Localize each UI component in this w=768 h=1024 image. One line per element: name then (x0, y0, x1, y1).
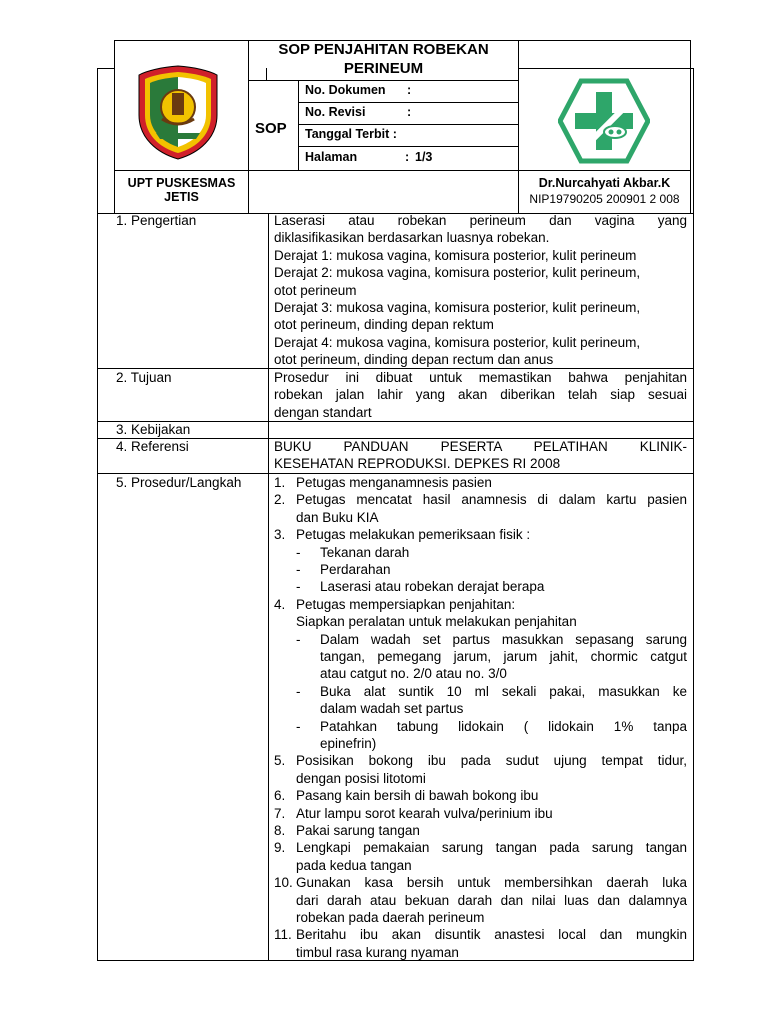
step-number: 3. (274, 527, 286, 543)
meta-halaman (305, 150, 433, 164)
text-line: dengan standart (274, 404, 372, 420)
step-text: Atur lampu sorot kearah vulva/perinium ibu (296, 805, 553, 821)
step-text: Perdarahan (320, 562, 391, 577)
step-text: Patahkan tabung lidokain ( lidokain 1% tanpa (320, 718, 687, 734)
text-line: Derajat 4: mukosa vagina, komisura posterior, kulit perineum, (274, 334, 641, 350)
puskesmas-logo (558, 78, 650, 164)
step-text: Petugas mempersiapkan penjahitan: (296, 596, 516, 612)
step-text: dan Buku KIA (296, 509, 379, 525)
text-line: Derajat 3: mukosa vagina, komisura posterior, kulit perineum, (274, 300, 641, 316)
meta-tanggal-terbit (305, 127, 397, 141)
step-text: robekan pada daerah perineum (296, 910, 485, 925)
bullet-dash: - (296, 544, 301, 560)
step-text: Posisikan bokong ibu pada sudut ujung tempat tidur, (296, 753, 687, 769)
step-text: epinefrin) (320, 736, 377, 751)
text-line: otot perineum, dinding depan rektum (274, 317, 494, 333)
org-name-line2: JETIS (164, 190, 199, 204)
step-number: 1. (274, 475, 286, 490)
referensi-text (274, 438, 687, 473)
meta-sep: : (407, 105, 412, 119)
text-line: Derajat 1: mukosa vagina, komisura posterior, kulit perineum (274, 247, 637, 263)
document-title-line2: PERINEUM (343, 60, 424, 77)
text-line: BUKU PANDUAN PESERTA PELATIHAN KLINIK- (274, 439, 687, 454)
step-text: Siapkan peralatan untuk melakukan penjahitan (296, 614, 577, 630)
text-line: robekan jalan lahir yang akan diberikan telah siap sesuai (274, 387, 687, 403)
step-text: Buka alat suntik 10 ml sekali pakai, masukkan ke (320, 683, 687, 699)
meta-no-revisi (305, 105, 412, 119)
pengertian-text (274, 212, 687, 369)
step-number: 8. (274, 823, 286, 838)
org-name-line1: UPT PUSKESMAS (127, 176, 236, 190)
meta-sep: : (407, 83, 412, 97)
step-text: timbul rasa kurang nyaman (296, 944, 459, 960)
step-text: Pakai sarung tangan (296, 823, 420, 838)
section-label-pengertian: 1. Pengertian (116, 213, 197, 228)
bullet-dash: - (296, 579, 301, 595)
text-line: Laserasi atau robekan perineum dan vagina yang (274, 213, 687, 228)
step-text: Tekanan darah (320, 544, 410, 560)
step-text: Petugas menganamnesis pasien (296, 475, 492, 490)
bullet-dash: - (296, 718, 301, 734)
step-number: 5. (274, 753, 286, 769)
signer-nip: NIP19790205 200901 2 008 (529, 192, 680, 206)
meta-sep: : (405, 150, 410, 164)
kabupaten-logo (136, 63, 220, 161)
step-number: 10. (274, 875, 293, 891)
bullet-dash: - (296, 683, 301, 699)
meta-label: Halaman (305, 150, 358, 164)
step-number: 4. (274, 596, 286, 612)
meta-label: No. Dokumen (305, 83, 386, 97)
bullet-dash: - (296, 631, 301, 647)
step-text: Pasang kain bersih di bawah bokong ibu (296, 788, 539, 804)
document-title-line1: SOP PENJAHITAN ROBEKAN (278, 41, 489, 58)
text-line: KESEHATAN REPRODUKSI. DEPKES RI 2008 (274, 456, 561, 472)
step-number: 9. (274, 840, 286, 856)
section-label-prosedur: 5. Prosedur/Langkah (116, 475, 242, 490)
bullet-dash: - (296, 562, 301, 577)
step-text: dari darah atau bekuan darah dan nilai luas dan dalamnya (296, 892, 687, 908)
step-text: atau catgut no. 2/0 atau no. 3/0 (320, 666, 507, 682)
step-number: 2. (274, 492, 286, 508)
section-label-kebijakan: 3. Kebijakan (116, 422, 191, 437)
text-line: Derajat 2: mukosa vagina, komisura posterior, kulit perineum, (274, 265, 641, 281)
meta-value: 1/3 (415, 150, 433, 164)
sop-label: SOP (255, 120, 287, 137)
step-text: Dalam wadah set partus masukkan sepasang sarung (320, 631, 687, 647)
step-text: Beritahu ibu akan disuntik anastesi local dan mungkin (296, 927, 687, 943)
section-label-tujuan: 2. Tujuan (116, 370, 172, 385)
tujuan-text (274, 369, 687, 421)
signer-name: Dr.Nurcahyati Akbar.K (538, 176, 671, 190)
step-number: 7. (274, 805, 286, 821)
step-text: tangan, pemegang jarum, jarum jahit, chormic catgut (320, 649, 687, 664)
text-line: otot perineum (274, 282, 357, 298)
step-text: Petugas melakukan pemeriksaan fisik : (296, 527, 531, 543)
step-number: 11. (274, 927, 292, 943)
prosedur-list (270, 474, 690, 960)
meta-label: No. Revisi (305, 105, 366, 119)
step-text: Gunakan kasa bersih untuk membersihkan daerah luka (296, 875, 687, 891)
text-line: Prosedur ini dibuat untuk memastikan bahwa penjahitan (274, 370, 687, 385)
step-text: dalam wadah set partus (320, 701, 464, 717)
step-text: Petugas mencatat hasil anamnesis di dalam kartu pasien (296, 492, 687, 508)
text-line: otot perineum, dinding depan rectum dan anus (274, 352, 554, 368)
step-number: 6. (274, 788, 286, 804)
text-line: diklasifikasikan berdasarkan luasnya robekan. (274, 230, 550, 246)
step-text: Lengkapi pemakaian sarung tangan pada sarung tangan (296, 840, 687, 856)
section-label-referensi: 4. Referensi (116, 439, 189, 454)
meta-label: Tanggal Terbit : (305, 127, 397, 141)
step-text: dengan posisi litotomi (296, 770, 426, 786)
step-text: Laserasi atau robekan derajat berapa (320, 579, 545, 595)
meta-no-dokumen (305, 83, 412, 97)
step-text: pada kedua tangan (296, 857, 412, 873)
